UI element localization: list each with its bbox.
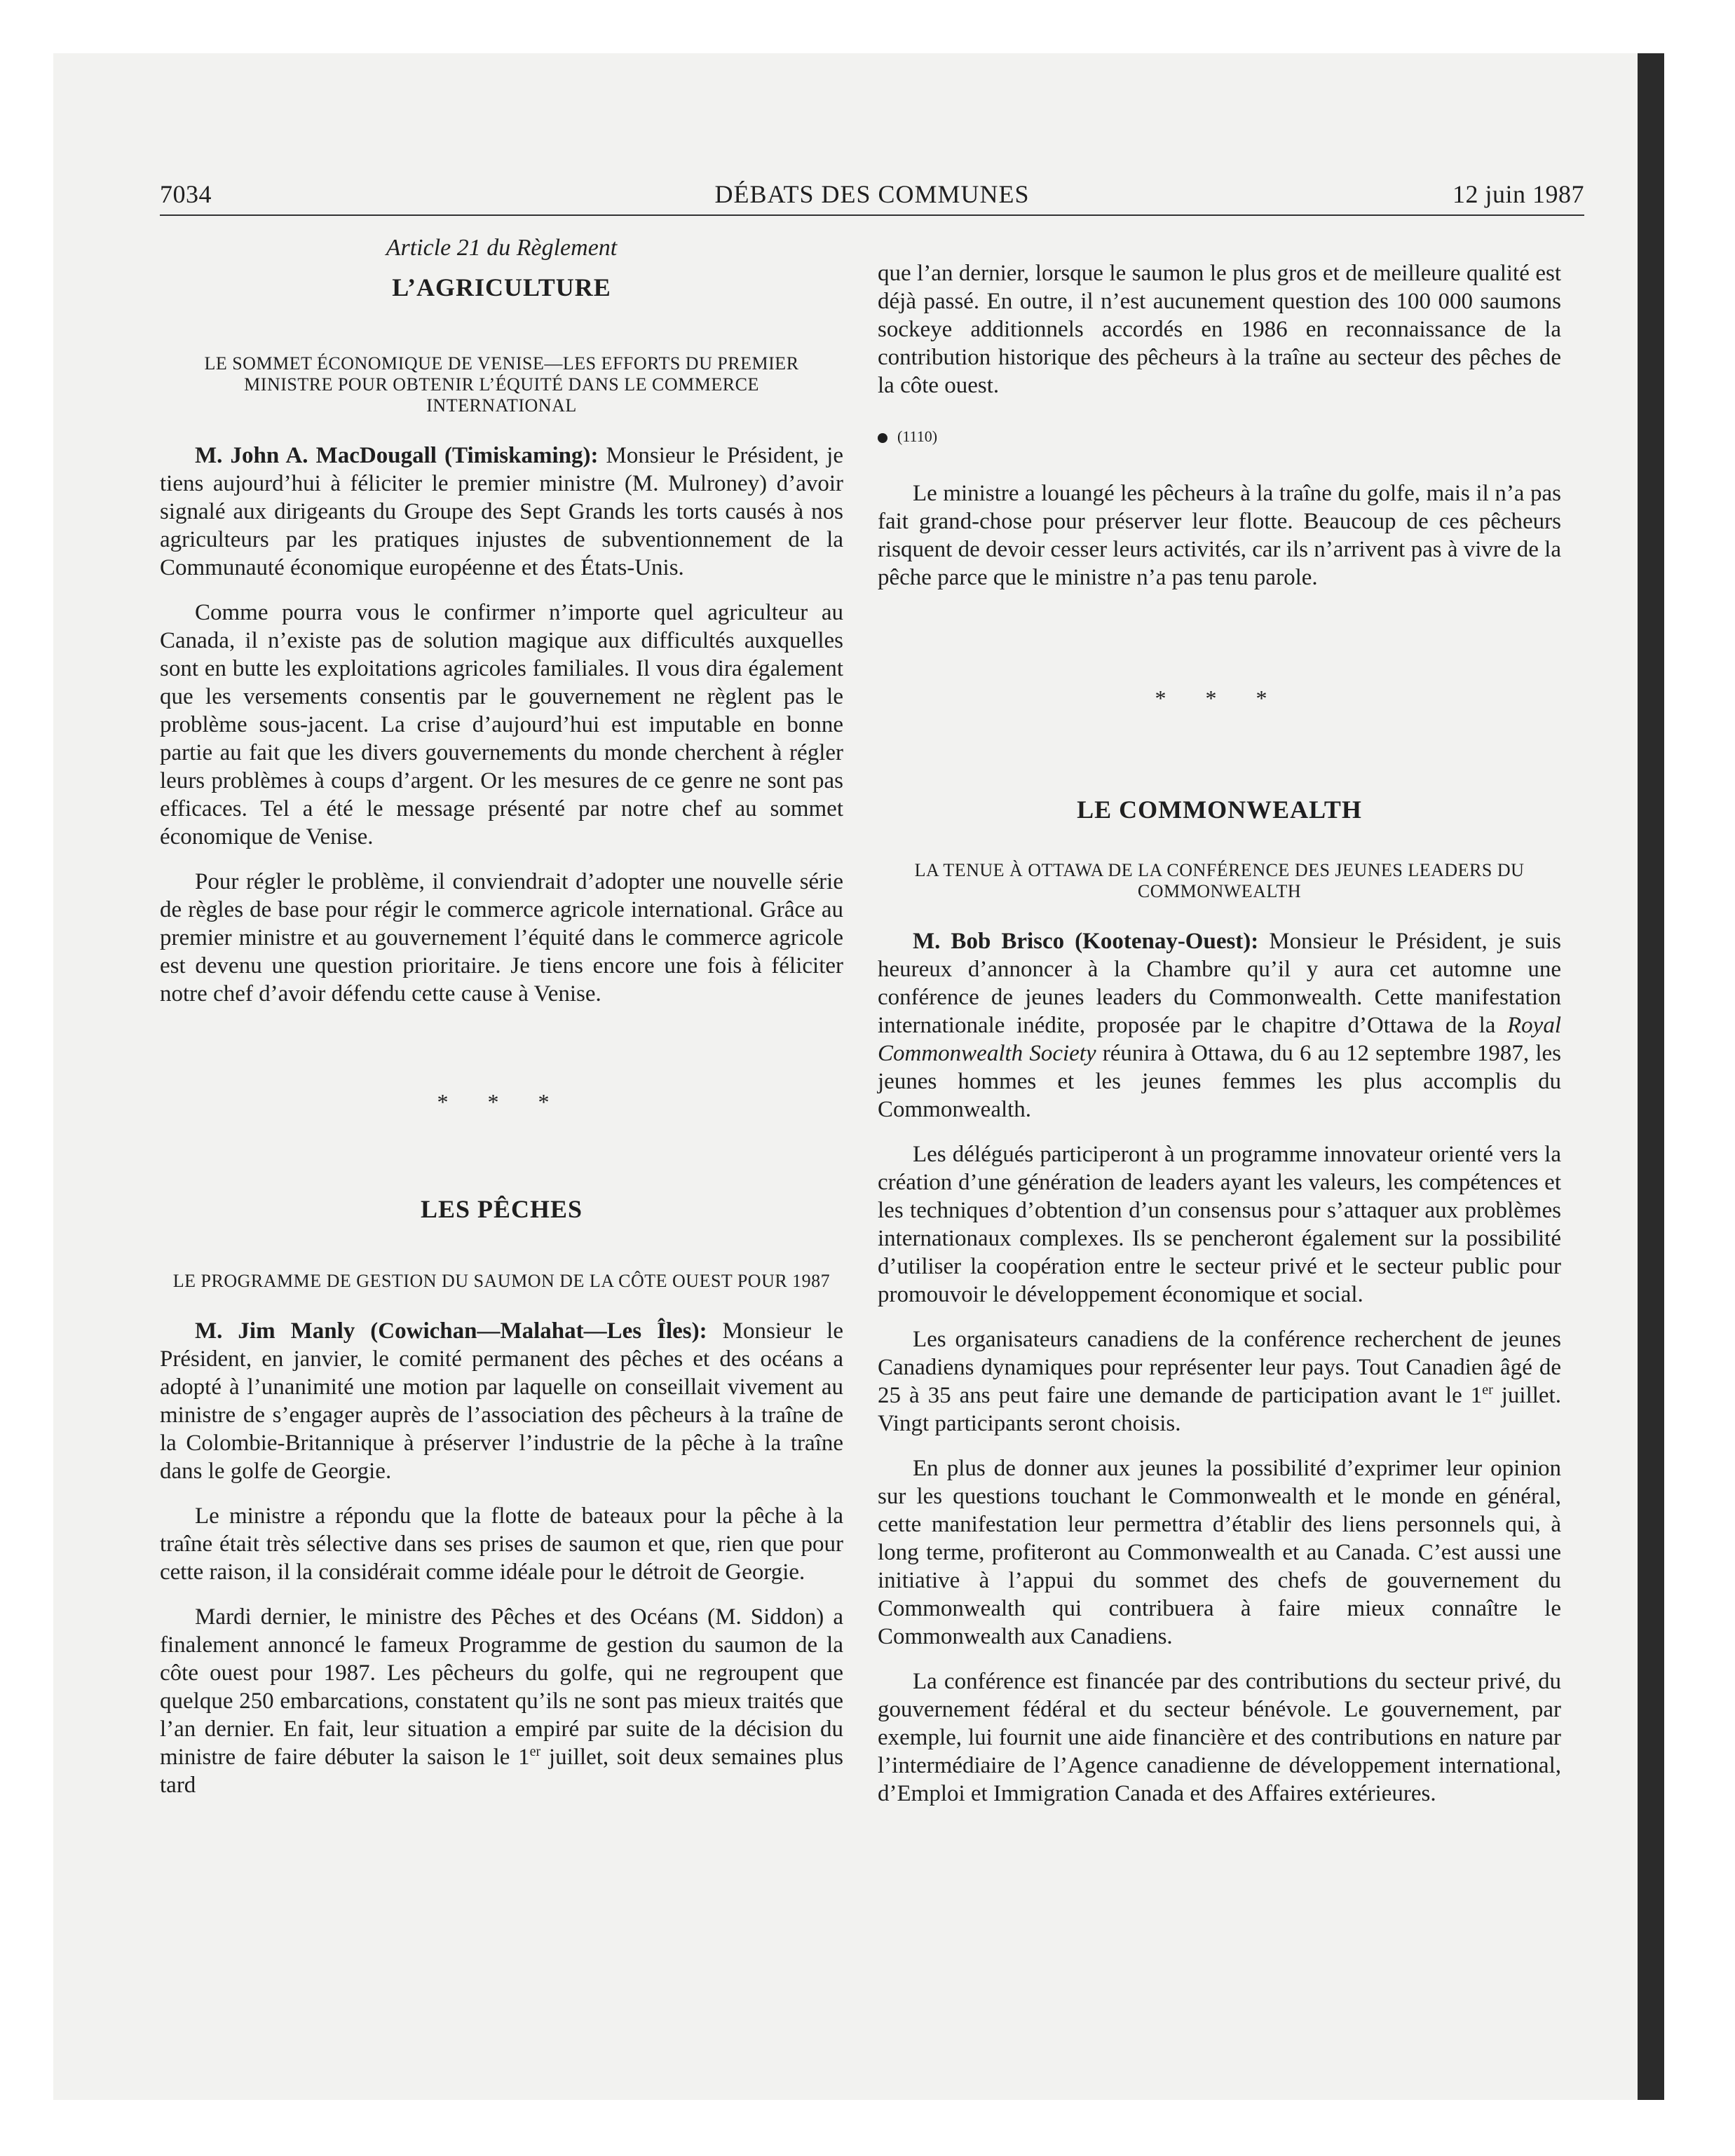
section-title-commonwealth: LE COMMONWEALTH [1077, 796, 1362, 824]
society-name: Royal Commonwealth Society [878, 1013, 1561, 1066]
scan-border [1638, 53, 1664, 2100]
left-column [160, 230, 843, 1816]
paragraph [160, 1603, 843, 1799]
section-title-agriculture: L’AGRICULTURE [392, 273, 611, 301]
journal-title: DÉBATS DES COMMUNES [714, 180, 1030, 208]
paragraph-text: Monsieur le Président, je tiens aujourd’hui à féliciter le premier ministre (M. Mulroney) d’avoir signalé aux dirigeants du Groupe des Sept Grands les torts causés à nos agriculteurs par les pratiques injustes de subventionnement de la Communauté économique européenne et des États-Unis. [160, 443, 844, 580]
paragraph: Les délégués participeront à un programme innovateur orienté vers la création d’une génération de leaders ayant les valeurs, les compétences et les techniques d’obtention d’un consensus pour s’attaquer aux problèmes internationaux complexes. Ils se pencheront également sur la possibilité d’utiliser la coopération entre le secteur privé et le secteur public pour promouvoir le développement économique et social. [878, 1142, 1561, 1307]
header-rule [160, 214, 1584, 216]
paragraph [160, 442, 843, 582]
paragraph: En plus de donner aux jeunes la possibilité d’exprimer leur opinion sur les questions touchant le Commonwealth et le monde en général, cette manifestation leur permettra d’établir des liens personnels qui, à long terme, profiteront au Commonwealth et au Canada. C’est aussi une initiative à l’appui du sommet des chefs de gouvernement du Commonwealth qui contribuera à faire mieux connaître le Commonwealth aux Canadiens. [878, 1456, 1561, 1649]
paragraph: Comme pourra vous le confirmer n’importe quel agriculteur au Canada, il n’existe pas de solution magique aux difficultés auxquelles sont en butte les exploitations agricoles familiales. Il vous dira également que les versements consentis par le gouvernement ne règlent pas le problème sous-jacent. La crise d’aujourd’hui est imputable en bonne partie au fait que les divers gouvernements du monde cherchent à régler leurs problèmes à coups d’argent. Or les mesures de ce genre ne sont pas efficaces. Tel a été le message présenté par notre chef au sommet économique de Venise. [160, 600, 843, 850]
paragraph: que l’an dernier, lorsque le saumon le plus gros et de meilleure qualité est déjà passé. En outre, il n’est aucunement question des 100 000 saumons sockeye additionnels accordés en 1986 en reconnaissance de la contribution historique des pêcheurs à la traîne au secteur des pêches de la côte ouest. [878, 261, 1561, 398]
section-separator: * * * [1155, 685, 1284, 711]
subheading-commonwealth: LA TENUE À OTTAWA DE LA CONFÉRENCE DES JEUNES LEADERS DU COMMONWEALTH [914, 860, 1525, 901]
paragraph-text: Mardi dernier, le ministre des Pêches et des Océans (M. Siddon) a finalement annoncé le fameux Programme de gestion du saumon de la côte ouest pour 1987. Les pêcheurs du golfe, qui ne regroupent que quelque 250 embarcations, constatent qu’ils ne sont pas mieux traités que l’an dernier. En fait, leur situation a empiré par suite de la décision du ministre de faire débuter la saison le 1 [160, 1604, 843, 1770]
paragraph-text: Monsieur le Président, en janvier, le comité permanent des pêches et des océans a adopté à l’unanimité une motion par laquelle on conseillait vivement au ministre de s’engager auprès de l’association des pêcheurs à la traîne de la Colombie-Britannique à préserver l’industrie de la pêche à la traîne dans le golfe de Georgie. [160, 1318, 843, 1484]
running-header [160, 174, 1584, 216]
paragraph: La conférence est financée par des contributions du secteur privé, du gouvernement fédéral et du secteur bénévole. Le gouvernement, par exemple, lui fournit une aide financière et des contributions en nature par l’intermédiaire de l’Agence canadienne de développement international, d’Emploi et Immigration Canada et des Affaires extérieures. [878, 1669, 1561, 1806]
paragraph-text: Monsieur le Président, je suis heureux d’annoncer à la Chambre qu’il y aura cet automne une conférence de jeunes leaders du Commonwealth. Cette manifestation internationale inédite, proposée par le chapitre d’Ottawa de la [878, 929, 1561, 1038]
time-marker [878, 426, 1561, 447]
page-number: 7034 [160, 180, 212, 208]
speaker-name: M. John A. MacDougall (Timiskaming): [195, 443, 599, 468]
paragraph: Le ministre a louangé les pêcheurs à la traîne du golfe, mais il n’a pas fait grand-chose pour préserver leur flotte. Beaucoup de ces pêcheurs risquent de devoir cesser leurs activités, car ils n’arrivent pas à vivre de la pêche parce que le ministre n’a pas tenu parole. [878, 481, 1561, 590]
superscript: er [1482, 1382, 1493, 1398]
section-separator: * * * [437, 1089, 566, 1114]
paragraph-text: juillet. Vingt participants seront choisis. [878, 1383, 1561, 1436]
paragraph-text: réunira à Ottawa, du 6 au 12 septembre 1987, les jeunes hommes et les jeunes femmes les plus accomplis du Commonwealth. [878, 1041, 1561, 1122]
paragraph-text: Les organisateurs canadiens de la conférence recherchent de jeunes Canadiens dynamiques pour représenter leur pays. Tout Canadien âgé de 25 à 35 ans peut faire une demande de participation avant le 1 [878, 1327, 1561, 1408]
superscript: er [529, 1744, 541, 1759]
subheading-agriculture: LE SOMMET ÉCONOMIQUE DE VENISE—LES EFFORTS DU PREMIER MINISTRE POUR OBTENIR L’ÉQUITÉ DANS LE COMMERCE INTERNATIONAL [204, 353, 799, 416]
speaker-name: M. Bob Brisco (Kootenay-Ouest): [913, 929, 1259, 954]
bullet-icon [878, 433, 887, 443]
paragraph: Pour régler le problème, il conviendrait d’adopter une nouvelle série de règles de base pour régir le commerce agricole international. Grâce au premier ministre et au gouvernement l’équité dans le commerce agricole est devenu une question prioritaire. Je tiens encore une fois à féliciter notre chef d’avoir défendu cette cause à Venise. [160, 869, 843, 1007]
paragraph: Le ministre a répondu que la flotte de bateaux pour la pêche à la traîne était très sélective dans ses prises de saumon et que, rien que pour cette raison, il la considérait comme idéale pour le détroit de Georgie. [160, 1503, 843, 1585]
rubric: Article 21 du Règlement [386, 235, 618, 261]
paragraph [878, 1325, 1561, 1438]
paragraph [160, 1317, 843, 1485]
subheading-fisheries: LE PROGRAMME DE GESTION DU SAUMON DE LA CÔTE OUEST POUR 1987 [172, 1271, 831, 1291]
paragraph [878, 927, 1561, 1124]
section-title-fisheries: LES PÊCHES [420, 1195, 583, 1223]
issue-date: 12 juin 1987 [1452, 180, 1584, 208]
time-stamp: (1110) [897, 428, 938, 445]
right-column [878, 259, 1561, 1824]
paragraph-text: juillet, soit deux semaines plus tard [160, 1745, 843, 1798]
speaker-name: M. Jim Manly (Cowichan—Malahat—Les Îles): [195, 1318, 707, 1344]
